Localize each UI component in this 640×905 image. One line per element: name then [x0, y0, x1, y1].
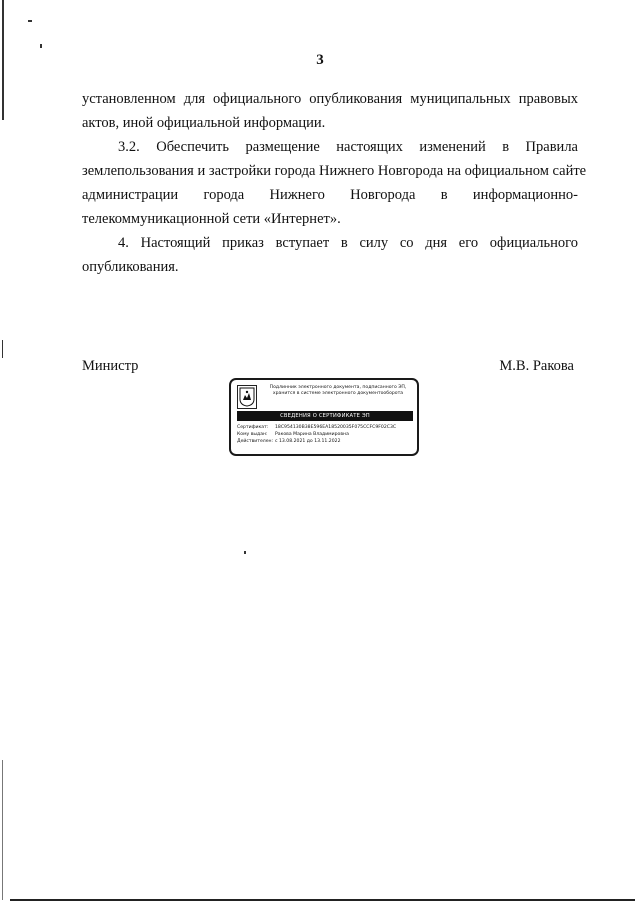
- validity-value: с 13.08.2021 до 13.11.2022: [275, 439, 341, 444]
- signatory-name: М.В. Ракова: [499, 358, 574, 374]
- scan-left-edge-mark: [2, 340, 3, 358]
- stamp-header: [259, 385, 417, 397]
- stamp-header-line: хранится в системе электронного документооборота: [272, 391, 404, 396]
- paragraph-publication: [82, 87, 578, 135]
- scan-speck: [28, 20, 32, 22]
- paragraph-line: установленном для официального опубликования муниципальных правовых: [82, 91, 578, 107]
- scan-speck: [40, 44, 42, 48]
- validity-row: [237, 438, 415, 445]
- paragraph-section-4: [82, 231, 578, 279]
- issued-to-row: [237, 431, 415, 438]
- paragraph-line: телекоммуникационной сети «Интернет».: [82, 211, 341, 227]
- stamp-title-bar: СВЕДЕНИЯ О СЕРТИФИКАТЕ ЭП: [237, 411, 413, 421]
- paragraph-line: администрации города Нижнего Новгорода в информационно-: [82, 187, 578, 203]
- paragraph-line: опубликования.: [82, 259, 179, 275]
- certificate-value: 18C954130B38E596EA18520035F075CCFC9F02C3C: [275, 425, 397, 430]
- issued-to-label: Кому выдан:: [237, 432, 268, 437]
- stamp-header-line: Подлинник электронного документа, подписанного ЭП,: [269, 385, 407, 390]
- scan-speck: [244, 551, 246, 554]
- paragraph-line: землепользования и застройки города Нижнего Новгорода на официальном сайте: [82, 163, 587, 179]
- paragraph-line: 4. Настоящий приказ вступает в силу со дня его официального: [118, 235, 578, 251]
- scan-left-edge-mark: [2, 760, 3, 900]
- paragraph-line: актов, иной официальной информации.: [82, 115, 326, 131]
- certificate-row: [237, 424, 415, 431]
- validity-label: Действителен:: [237, 439, 274, 444]
- paragraph-section-3-2: [82, 135, 587, 231]
- paragraph-line: 3.2. Обеспечить размещение настоящих изменений в Правила: [118, 139, 578, 155]
- issued-to-value: Ракова Марина Владимировна: [275, 432, 349, 437]
- coat-of-arms-icon: [237, 385, 257, 409]
- scan-bottom-line: [10, 899, 635, 901]
- certificate-label: Сертификат:: [237, 425, 269, 430]
- certificate-details: [237, 424, 415, 445]
- signatory-title: Министр: [82, 358, 139, 374]
- electronic-signature-stamp: [229, 378, 419, 456]
- signature-block: [82, 358, 574, 375]
- page-number: 3: [316, 52, 324, 68]
